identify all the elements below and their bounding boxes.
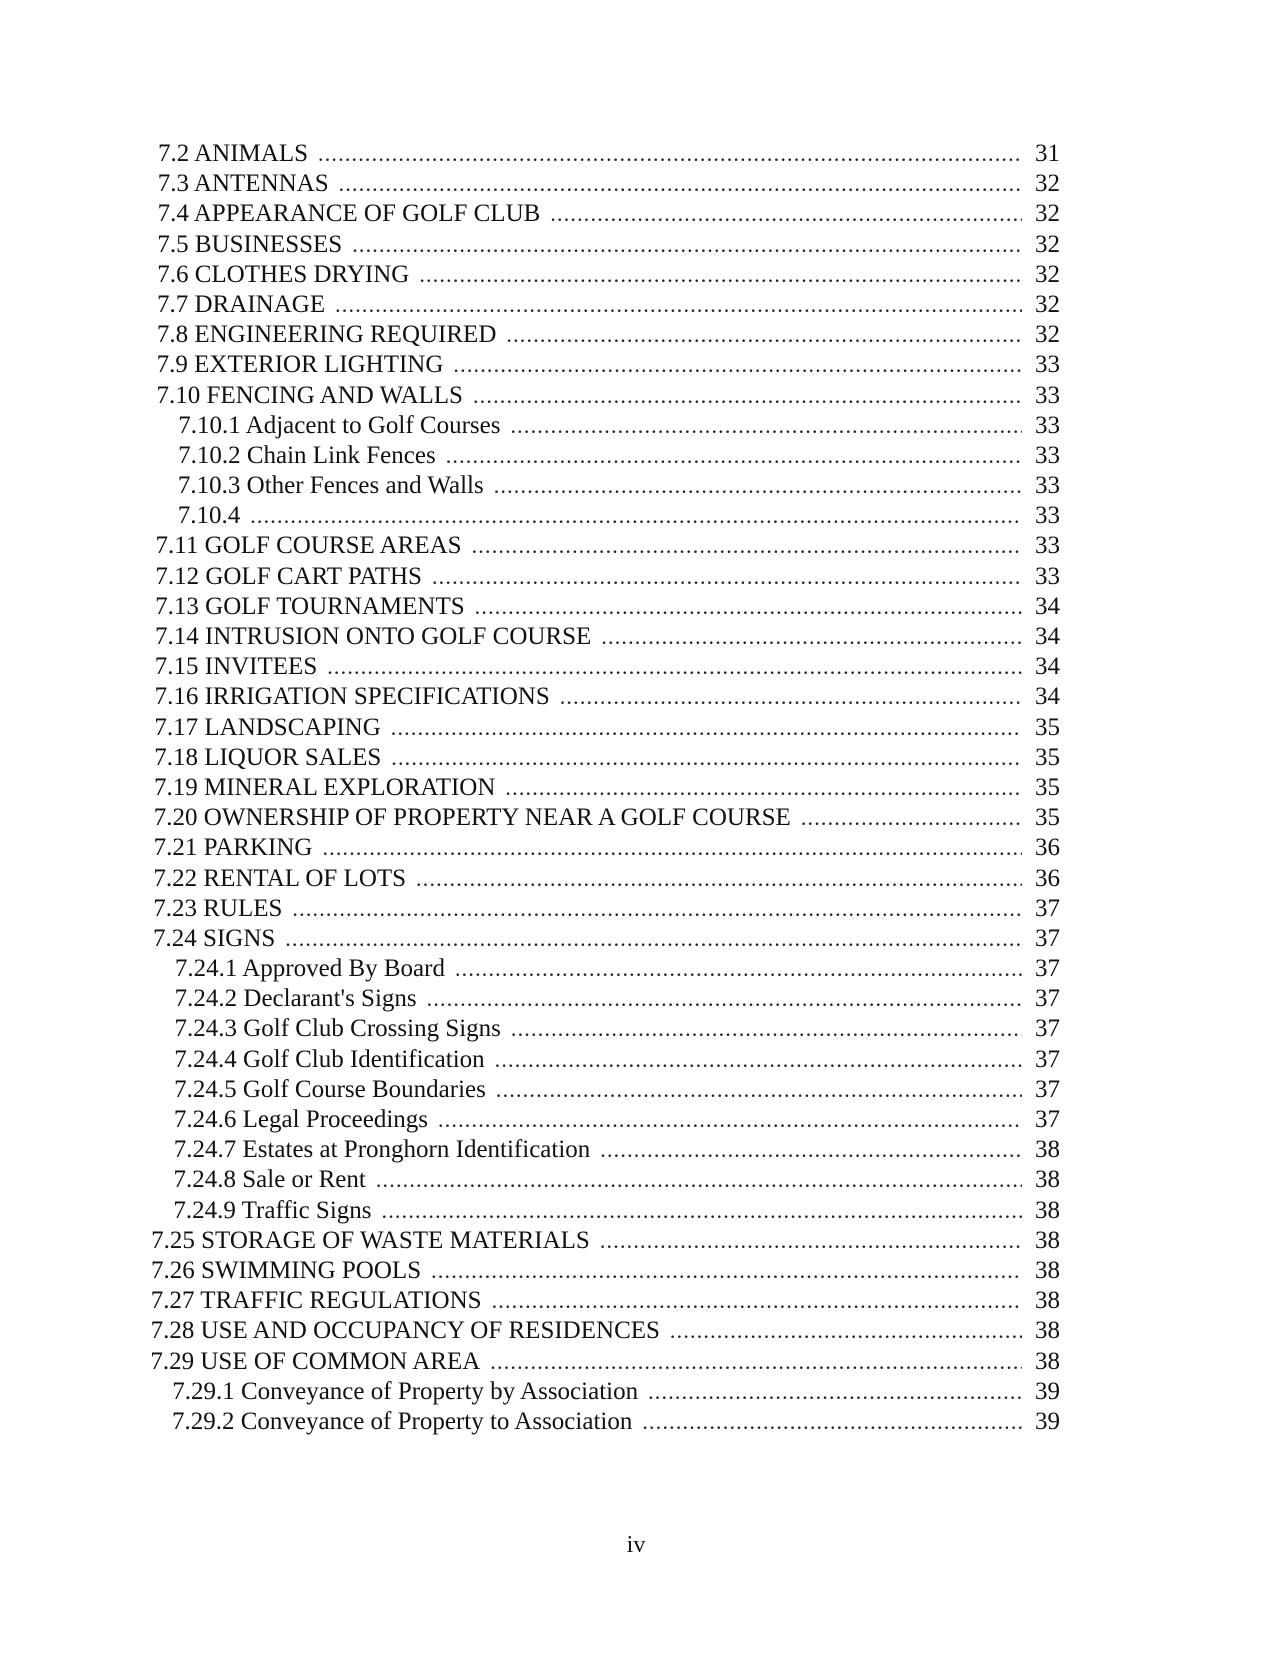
toc-entry bbox=[156, 381, 1060, 411]
toc-entry bbox=[150, 1347, 1060, 1377]
toc-entry-label: 7.3 ANTENNAS bbox=[157, 170, 329, 198]
toc-entry-label: 7.24.5 Golf Course Boundaries bbox=[174, 1075, 486, 1103]
toc-entry-label: 7.24.7 Estates at Pronghorn Identification bbox=[173, 1136, 591, 1164]
toc-entry-page: 33 bbox=[1034, 351, 1060, 379]
toc-entry bbox=[155, 652, 1060, 682]
toc-entry-page: 33 bbox=[1034, 381, 1060, 409]
toc-entry bbox=[156, 531, 1060, 561]
toc-entry-page: 32 bbox=[1034, 200, 1060, 228]
toc-dot-leader bbox=[285, 924, 1022, 954]
toc-entry-page: 36 bbox=[1034, 834, 1060, 862]
toc-dot-leader bbox=[473, 381, 1022, 411]
toc-entry bbox=[173, 1196, 1060, 1226]
toc-dot-leader bbox=[494, 471, 1022, 501]
toc-dot-leader bbox=[427, 984, 1022, 1014]
toc-entry-label: 7.10.4 bbox=[177, 502, 241, 530]
toc-entry-label: 7.28 USE AND OCCUPANCY OF RESIDENCES bbox=[150, 1317, 660, 1345]
toc-entry-label: 7.26 SWIMMING POOLS bbox=[150, 1256, 422, 1284]
toc-entry-page: 34 bbox=[1034, 592, 1060, 620]
toc-entry-page: 38 bbox=[1034, 1317, 1060, 1345]
toc-entry-page: 34 bbox=[1034, 653, 1060, 681]
toc-dot-leader bbox=[322, 833, 1022, 863]
toc-entry-page: 39 bbox=[1035, 1407, 1060, 1435]
toc-entry bbox=[154, 773, 1060, 803]
toc-entry bbox=[174, 1045, 1060, 1075]
toc-entry-label: 7.7 DRAINAGE bbox=[157, 290, 326, 318]
toc-entry-page: 38 bbox=[1034, 1287, 1060, 1315]
toc-dot-leader bbox=[550, 199, 1022, 229]
toc-entry-label: 7.15 INVITEES bbox=[154, 653, 318, 681]
toc-entry-label: 7.11 GOLF COURSE AREAS bbox=[155, 532, 462, 560]
toc-entry bbox=[155, 682, 1060, 712]
toc-entry-label: 7.24.9 Traffic Signs bbox=[173, 1196, 372, 1224]
toc-entry-page: 35 bbox=[1034, 713, 1060, 741]
toc-entry-page: 31 bbox=[1035, 140, 1060, 167]
toc-dot-leader bbox=[642, 1407, 1022, 1437]
toc-entry bbox=[155, 562, 1060, 592]
toc-entry-label: 7.24.8 Sale or Rent bbox=[173, 1166, 366, 1194]
toc-entry-label: 7.23 RULES bbox=[153, 894, 283, 922]
toc-entry-label: 7.19 MINERAL EXPLORATION bbox=[154, 773, 496, 801]
toc-entry-page: 37 bbox=[1034, 1075, 1060, 1103]
toc-entry bbox=[153, 864, 1060, 894]
toc-entry-label: 7.22 RENTAL OF LOTS bbox=[153, 864, 407, 892]
toc-dot-leader bbox=[382, 1196, 1022, 1226]
toc-entry-page: 32 bbox=[1034, 170, 1060, 198]
toc-entry-label: 7.8 ENGINEERING REQUIRED bbox=[156, 321, 497, 349]
toc-entry-page: 33 bbox=[1034, 411, 1060, 439]
toc-entry bbox=[158, 199, 1060, 229]
toc-dot-leader bbox=[335, 290, 1022, 320]
toc-entry-page: 39 bbox=[1034, 1377, 1060, 1405]
toc-entry bbox=[175, 954, 1060, 984]
toc-entry-page: 37 bbox=[1034, 955, 1060, 983]
toc-entry bbox=[174, 1014, 1060, 1044]
toc-dot-leader bbox=[495, 1045, 1022, 1075]
toc-entry-page: 38 bbox=[1034, 1166, 1060, 1194]
toc-entry-label: 7.2 ANIMALS bbox=[158, 140, 309, 167]
toc-entry-label: 7.5 BUSINESSES bbox=[157, 230, 343, 258]
toc-entry bbox=[157, 230, 1060, 260]
toc-entry-label: 7.24.4 Golf Club Identification bbox=[174, 1045, 485, 1073]
toc-entry bbox=[151, 1226, 1060, 1256]
toc-entry bbox=[151, 1256, 1060, 1286]
toc-entry-page: 38 bbox=[1034, 1196, 1060, 1224]
toc-entry bbox=[178, 411, 1060, 441]
toc-dot-leader bbox=[250, 501, 1022, 531]
toc-dot-leader bbox=[432, 562, 1022, 592]
toc-entry bbox=[157, 350, 1060, 380]
toc-entry-label: 7.24.3 Golf Club Crossing Signs bbox=[174, 1015, 501, 1043]
toc-dot-leader bbox=[505, 773, 1022, 803]
toc-dot-leader bbox=[431, 1256, 1022, 1286]
toc-entry bbox=[174, 1135, 1060, 1165]
toc-entry-page: 35 bbox=[1034, 743, 1060, 771]
toc-entry-page: 38 bbox=[1034, 1256, 1060, 1284]
toc-dot-leader bbox=[472, 531, 1022, 561]
toc-entry-page: 35 bbox=[1034, 804, 1060, 832]
toc-entry bbox=[155, 592, 1060, 622]
toc-dot-leader bbox=[292, 894, 1022, 924]
toc-entry bbox=[158, 169, 1060, 199]
toc-entry-page: 38 bbox=[1034, 1136, 1060, 1164]
toc-entry bbox=[178, 441, 1060, 471]
toc-entry-label: 7.6 CLOTHES DRYING bbox=[157, 260, 410, 288]
toc-entry-label: 7.12 GOLF CART PATHS bbox=[155, 562, 422, 590]
toc-entry bbox=[154, 803, 1060, 833]
toc-entry-page: 37 bbox=[1034, 894, 1060, 922]
toc-dot-leader bbox=[318, 139, 1022, 169]
toc-entry-label: 7.21 PARKING bbox=[153, 834, 313, 862]
toc-entry-label: 7.29.1 Conveyance of Property by Association bbox=[172, 1377, 639, 1405]
toc-entry bbox=[153, 924, 1060, 954]
toc-entry-label: 7.29 USE OF COMMON AREA bbox=[150, 1347, 481, 1375]
toc-dot-leader bbox=[600, 1226, 1022, 1256]
toc-entry bbox=[154, 743, 1060, 773]
toc-dot-leader bbox=[648, 1377, 1022, 1407]
toc-dot-leader bbox=[391, 713, 1022, 743]
toc-entry bbox=[172, 1407, 1060, 1437]
toc-entry bbox=[175, 984, 1060, 1014]
toc-entry-page: 33 bbox=[1034, 502, 1060, 530]
toc-entry-label: 7.24.1 Approved By Board bbox=[174, 955, 445, 983]
toc-entry-page: 38 bbox=[1034, 1347, 1060, 1375]
toc-entry-label: 7.27 TRAFFIC REGULATIONS bbox=[150, 1287, 482, 1315]
toc-entry-page: 37 bbox=[1034, 1045, 1060, 1073]
toc-entry bbox=[172, 1377, 1060, 1407]
toc-dot-leader bbox=[339, 169, 1022, 199]
toc-dot-leader bbox=[510, 411, 1022, 441]
toc-entry bbox=[158, 139, 1060, 169]
toc-entry-page: 33 bbox=[1034, 532, 1060, 560]
toc-dot-leader bbox=[600, 1135, 1022, 1165]
toc-entry-label: 7.10 FENCING AND WALLS bbox=[156, 381, 463, 409]
toc-entry bbox=[157, 290, 1060, 320]
toc-dot-leader bbox=[670, 1316, 1022, 1346]
toc-entry-label: 7.4 APPEARANCE OF GOLF CLUB bbox=[157, 200, 541, 228]
toc-entry bbox=[157, 260, 1060, 290]
toc-entry-label: 7.17 LANDSCAPING bbox=[154, 713, 381, 741]
toc-dot-leader bbox=[475, 592, 1022, 622]
toc-entry bbox=[174, 1105, 1060, 1135]
toc-entry bbox=[155, 622, 1060, 652]
toc-entry-label: 7.20 OWNERSHIP OF PROPERTY NEAR A GOLF COURSE bbox=[153, 804, 791, 832]
toc-entry-page: 38 bbox=[1034, 1226, 1060, 1254]
toc-entry-page: 36 bbox=[1034, 864, 1060, 892]
toc-entry-label: 7.24 SIGNS bbox=[153, 924, 276, 952]
toc-entry-page: 37 bbox=[1034, 985, 1060, 1013]
toc-dot-leader bbox=[490, 1347, 1022, 1377]
toc-dot-leader bbox=[511, 1014, 1022, 1044]
toc-dot-leader bbox=[416, 864, 1022, 894]
toc-dot-leader bbox=[419, 260, 1022, 290]
toc-dot-leader bbox=[391, 743, 1022, 773]
toc-entry-label: 7.14 INTRUSION ONTO GOLF COURSE bbox=[154, 623, 592, 650]
toc-entry-label: 7.9 EXTERIOR LIGHTING bbox=[156, 351, 444, 379]
toc-entry-label: 7.13 GOLF TOURNAMENTS bbox=[155, 592, 465, 620]
toc-dot-leader bbox=[376, 1165, 1022, 1195]
toc-dot-leader bbox=[560, 682, 1022, 712]
toc-dot-leader bbox=[601, 622, 1022, 652]
toc-entry-page: 34 bbox=[1034, 683, 1060, 711]
toc-entry-page: 37 bbox=[1034, 924, 1060, 952]
toc-dot-leader bbox=[455, 954, 1022, 984]
toc-entry-label: 7.18 LIQUOR SALES bbox=[154, 743, 382, 771]
toc-entry bbox=[154, 713, 1060, 743]
toc-entry-label: 7.25 STORAGE OF WASTE MATERIALS bbox=[151, 1226, 590, 1254]
toc-entry-label: 7.16 IRRIGATION SPECIFICATIONS bbox=[154, 683, 550, 711]
table-of-contents bbox=[0, 139, 1272, 1437]
toc-entry-label: 7.29.2 Conveyance of Property to Association bbox=[172, 1407, 633, 1435]
toc-entry bbox=[154, 833, 1060, 863]
toc-entry-page: 35 bbox=[1035, 773, 1060, 801]
toc-entry bbox=[151, 1316, 1060, 1346]
toc-entry-page: 34 bbox=[1034, 623, 1060, 650]
toc-entry-label: 7.10.2 Chain Link Fences bbox=[178, 441, 436, 469]
toc-entry bbox=[174, 1075, 1060, 1105]
page-number: iv bbox=[626, 1532, 646, 1558]
toc-dot-leader bbox=[446, 441, 1022, 471]
toc-dot-leader bbox=[438, 1105, 1022, 1135]
toc-entry-label: 7.24.2 Declarant's Signs bbox=[174, 985, 417, 1013]
toc-dot-leader bbox=[506, 320, 1022, 350]
toc-entry-page: 33 bbox=[1034, 441, 1060, 469]
toc-entry-page: 37 bbox=[1034, 1015, 1060, 1043]
toc-dot-leader bbox=[327, 652, 1022, 682]
toc-entry bbox=[157, 320, 1060, 350]
toc-entry-page: 32 bbox=[1034, 321, 1060, 349]
toc-dot-leader bbox=[801, 803, 1022, 833]
toc-dot-leader bbox=[352, 230, 1022, 260]
toc-dot-leader bbox=[453, 350, 1022, 380]
toc-entry-page: 32 bbox=[1034, 230, 1060, 258]
toc-entry-page: 33 bbox=[1034, 472, 1060, 500]
toc-entry-page: 32 bbox=[1034, 260, 1060, 288]
toc-dot-leader bbox=[492, 1286, 1022, 1316]
toc-entry-label: 7.10.1 Adjacent to Golf Courses bbox=[178, 411, 501, 439]
toc-entry-page: 33 bbox=[1034, 562, 1060, 590]
toc-entry bbox=[178, 501, 1060, 531]
toc-entry bbox=[153, 894, 1060, 924]
toc-dot-leader bbox=[496, 1075, 1022, 1105]
toc-entry bbox=[151, 1286, 1060, 1316]
toc-entry bbox=[174, 1165, 1060, 1195]
toc-entry bbox=[178, 471, 1060, 501]
toc-entry-label: 7.24.6 Legal Proceedings bbox=[173, 1106, 428, 1133]
toc-entry-label: 7.10.3 Other Fences and Walls bbox=[177, 472, 484, 500]
toc-entry-page: 37 bbox=[1034, 1106, 1060, 1133]
toc-entry-page: 32 bbox=[1034, 290, 1060, 318]
